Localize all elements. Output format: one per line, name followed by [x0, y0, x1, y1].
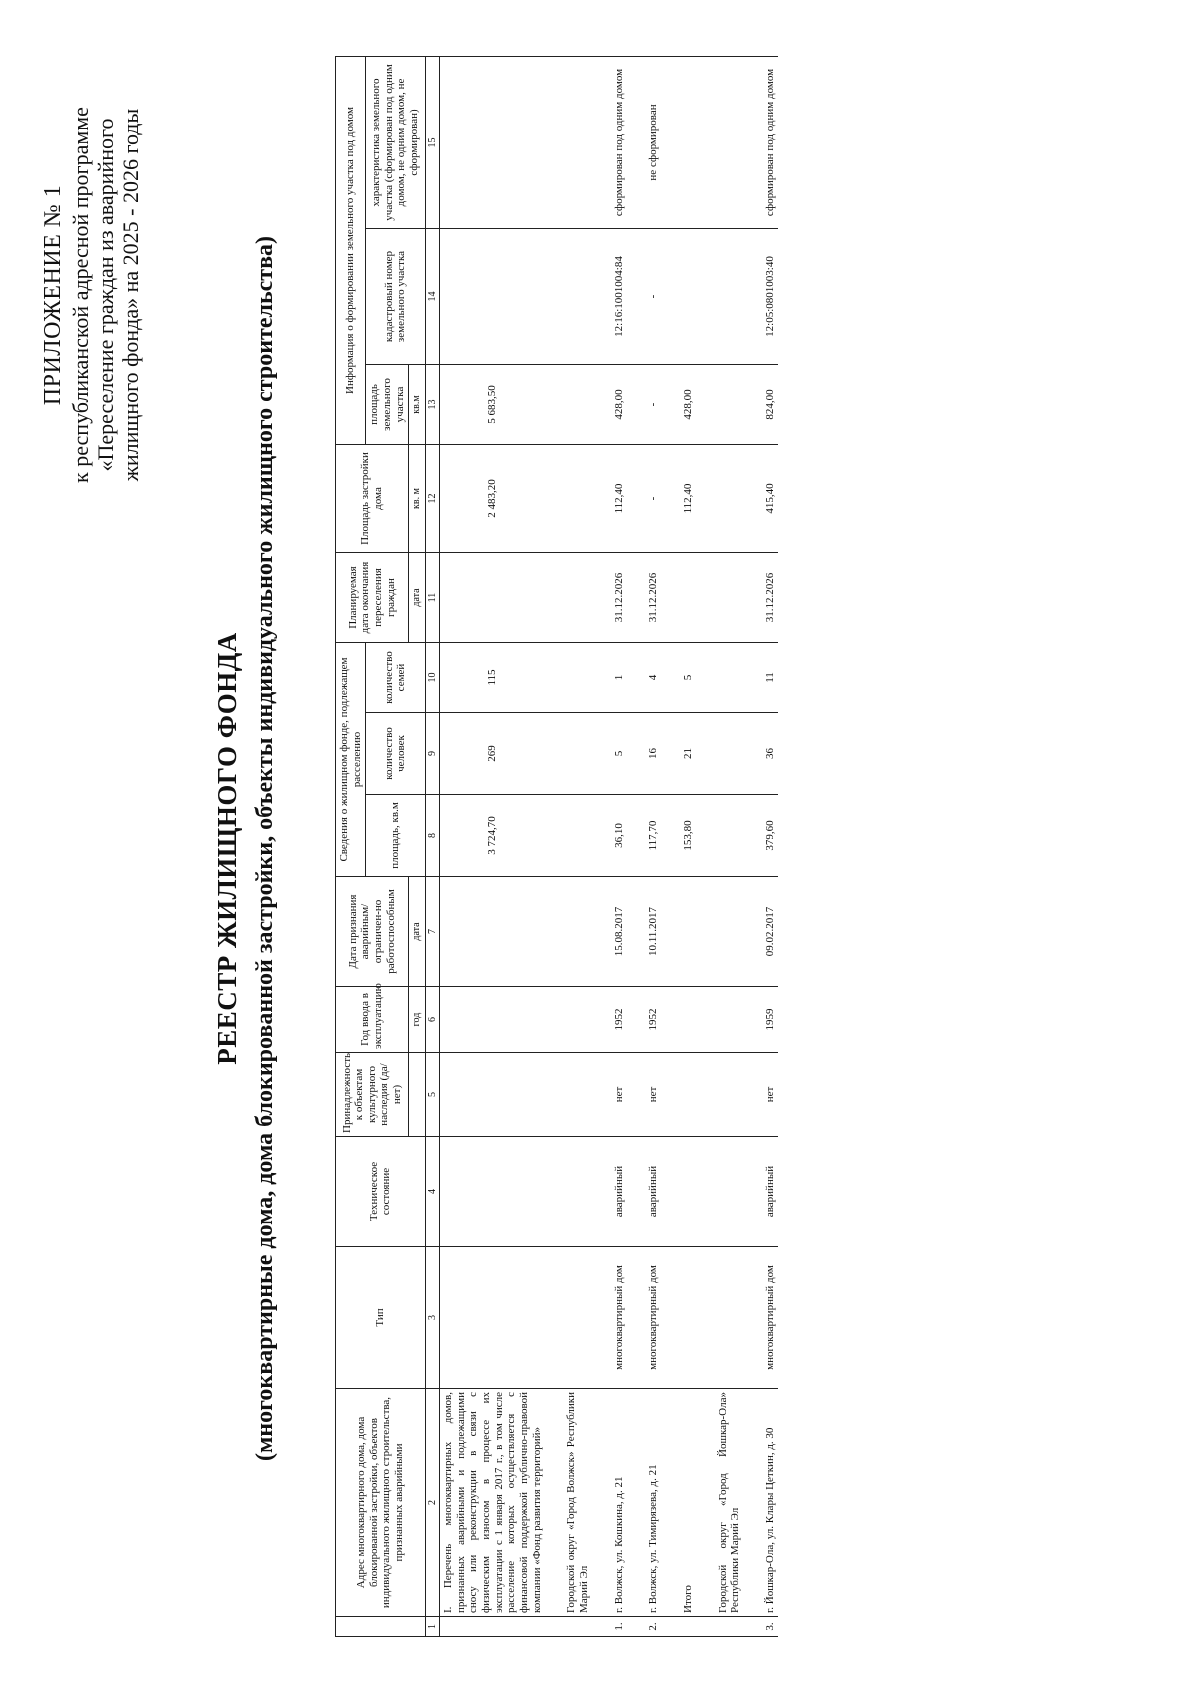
total-label: Итого — [680, 1389, 697, 1617]
row-people: 36 — [762, 713, 779, 795]
row-relocation: 31.12.2026 — [611, 553, 628, 643]
total-area: 153,80 — [680, 795, 697, 877]
row-land-area: 824,00 — [762, 365, 779, 445]
row-date: 15.08.2017 — [611, 877, 628, 987]
row-families: 11 — [762, 643, 779, 713]
total-building-area: 112,40 — [680, 445, 697, 553]
row-area: 379,60 — [762, 795, 779, 877]
col-index: 6 — [425, 987, 440, 1053]
row-cadastral: 12:05:0801003:40 — [762, 229, 779, 365]
total-row — [680, 56, 697, 1636]
col-heritage: Принадлежность к объектам культурного наследия (да/нет) — [336, 1053, 409, 1137]
col-index: 15 — [425, 56, 440, 228]
table-row — [611, 56, 628, 1636]
row-relocation: 31.12.2026 — [645, 553, 662, 643]
col-address: Адрес многоквартирного дома, дома блокированной застройки, объектов индивидуального жилищного строительства, признанных аварийными — [336, 1389, 426, 1617]
header-row-1 — [336, 56, 366, 1636]
unit-land-area: кв.м — [409, 365, 426, 445]
row-number: 1. — [611, 1617, 628, 1637]
col-index: 3 — [425, 1247, 440, 1389]
row-year: 1959 — [762, 987, 779, 1053]
col-index: 12 — [425, 445, 440, 553]
row-address: г. Йошкар-Ола, ул. Клары Цеткин, д. 30 — [762, 1389, 779, 1617]
row-heritage: нет — [645, 1053, 662, 1137]
registry-table-wrapper — [335, 57, 778, 1637]
total-families: 5 — [680, 643, 697, 713]
section-area: 3 724,70 — [440, 795, 546, 877]
col-index: 5 — [425, 1053, 440, 1137]
row-year: 1952 — [645, 987, 662, 1053]
district-row — [715, 56, 744, 1636]
section-building-area: 2 483,20 — [440, 445, 546, 553]
col-recognition: Дата признания аварийным/ограничен-но работоспособным — [336, 877, 409, 987]
col-index: 2 — [425, 1389, 440, 1617]
col-land-char: характеристика земельного участка (сформирован под одним домом, не одним домом, не сформирован) — [366, 56, 425, 228]
col-year: Год ввода в эксплуатацию — [336, 987, 409, 1053]
row-type: многоквартирный дом — [645, 1247, 662, 1389]
section-land-area: 5 683,50 — [440, 365, 546, 445]
row-condition: аварийный — [762, 1137, 779, 1247]
row-building-area: 112,40 — [611, 445, 628, 553]
col-index: 7 — [425, 877, 440, 987]
row-number: 3. — [762, 1617, 779, 1637]
col-housing: Сведения о жилищном фонде, подлежащем расселению — [336, 643, 366, 877]
col-land: Информация о формировании земельного участка под домом — [336, 56, 366, 444]
table-row — [762, 56, 779, 1636]
table-row — [645, 56, 662, 1636]
row-address: г. Волжск, ул. Тимирязева, д. 21 — [645, 1389, 662, 1617]
district-row — [563, 56, 592, 1636]
row-land-char: не сформирован — [645, 56, 662, 228]
column-index-row — [425, 56, 440, 1636]
row-building-area: - — [645, 445, 662, 553]
row-families: 4 — [645, 643, 662, 713]
col-index: 8 — [425, 795, 440, 877]
row-cadastral: 12:16:1001004:84 — [611, 229, 628, 365]
unit-recognition: дата — [409, 877, 426, 987]
total-people: 21 — [680, 713, 697, 795]
row-heritage: нет — [762, 1053, 779, 1137]
col-index: 1 — [425, 1617, 440, 1637]
row-cadastral: - — [645, 229, 662, 365]
registry-table — [335, 56, 778, 1637]
row-condition: аварийный — [611, 1137, 628, 1247]
appendix-line-3: жилищного фонда» на 2025 - 2026 годы — [118, 108, 144, 482]
section-people: 269 — [440, 713, 546, 795]
row-land-char: сформирован под одним домом — [611, 56, 628, 228]
appendix-line-2: «Переселение граждан из аварийного — [92, 118, 118, 472]
row-condition: аварийный — [645, 1137, 662, 1247]
row-type: многоквартирный дом — [611, 1247, 628, 1389]
row-people: 5 — [611, 713, 628, 795]
col-index: 10 — [425, 643, 440, 713]
col-index: 13 — [425, 365, 440, 445]
unit-relocation: дата — [409, 553, 426, 643]
row-people: 16 — [645, 713, 662, 795]
col-land-cadastral: кадастровый номер земельного участка — [366, 229, 425, 365]
row-address: г. Волжск, ул. Кошкина, д. 21 — [611, 1389, 628, 1617]
col-housing-families: количество семей — [366, 643, 425, 713]
unit-year: год — [409, 987, 426, 1053]
district-name: Городской округ «Город Йошкар-Ола» Республики Марий Эл — [715, 1389, 744, 1617]
total-land-area: 428,00 — [680, 365, 697, 445]
appendix-header — [40, 80, 143, 510]
row-heritage: нет — [611, 1053, 628, 1137]
col-index: 14 — [425, 229, 440, 365]
section-families: 115 — [440, 643, 546, 713]
col-index: 9 — [425, 713, 440, 795]
col-housing-people: количество человек — [366, 713, 425, 795]
row-number: 2. — [645, 1617, 662, 1637]
row-type: многоквартирный дом — [762, 1247, 779, 1389]
col-index: 11 — [425, 553, 440, 643]
section-row — [440, 56, 546, 1636]
row-year: 1952 — [611, 987, 628, 1053]
unit-building-area: кв. м — [409, 445, 426, 553]
district-name: Городской округ «Город Волжск» Республики Марий Эл — [563, 1389, 592, 1617]
row-land-area: - — [645, 365, 662, 445]
document-subtitle: (многоквартирные дома, дома блокированной застройки, объекты индивидуального жилищного строительства) — [252, 235, 278, 1462]
row-families: 1 — [611, 643, 628, 713]
section-text: I. Перечень многоквартирных домов, признанных аварийными и подлежащими сносу или реконструкции в связи с физическим износом в процессе их эксплуатации с 1 января 2017 г., в том числе расселение которых осуществляется с финансовой поддержкой публично-правовой компании «Фонд развития территорий» — [440, 1389, 546, 1617]
row-date: 10.11.2017 — [645, 877, 662, 987]
appendix-title: ПРИЛОЖЕНИЕ № 1 — [40, 184, 66, 406]
col-relocation: Планируемая дата окончания переселения граждан — [336, 553, 409, 643]
document-title: РЕЕСТР ЖИЛИЩНОГО ФОНДА — [212, 632, 242, 1065]
col-type: Тип — [336, 1247, 426, 1389]
row-land-char: сформирован под одним домом — [762, 56, 779, 228]
col-building-area: Площадь застройки дома — [336, 445, 409, 553]
col-housing-area: площадь, кв.м — [366, 795, 425, 877]
col-land-area: площадь земельного участка — [366, 365, 409, 445]
col-index: 4 — [425, 1137, 440, 1247]
row-building-area: 415,40 — [762, 445, 779, 553]
row-date: 09.02.2017 — [762, 877, 779, 987]
appendix-line-1: к республиканской адресной программе — [67, 107, 93, 483]
col-condition: Техническое состояние — [336, 1137, 426, 1247]
row-land-area: 428,00 — [611, 365, 628, 445]
row-relocation: 31.12.2026 — [762, 553, 779, 643]
row-area: 36,10 — [611, 795, 628, 877]
row-area: 117,70 — [645, 795, 662, 877]
